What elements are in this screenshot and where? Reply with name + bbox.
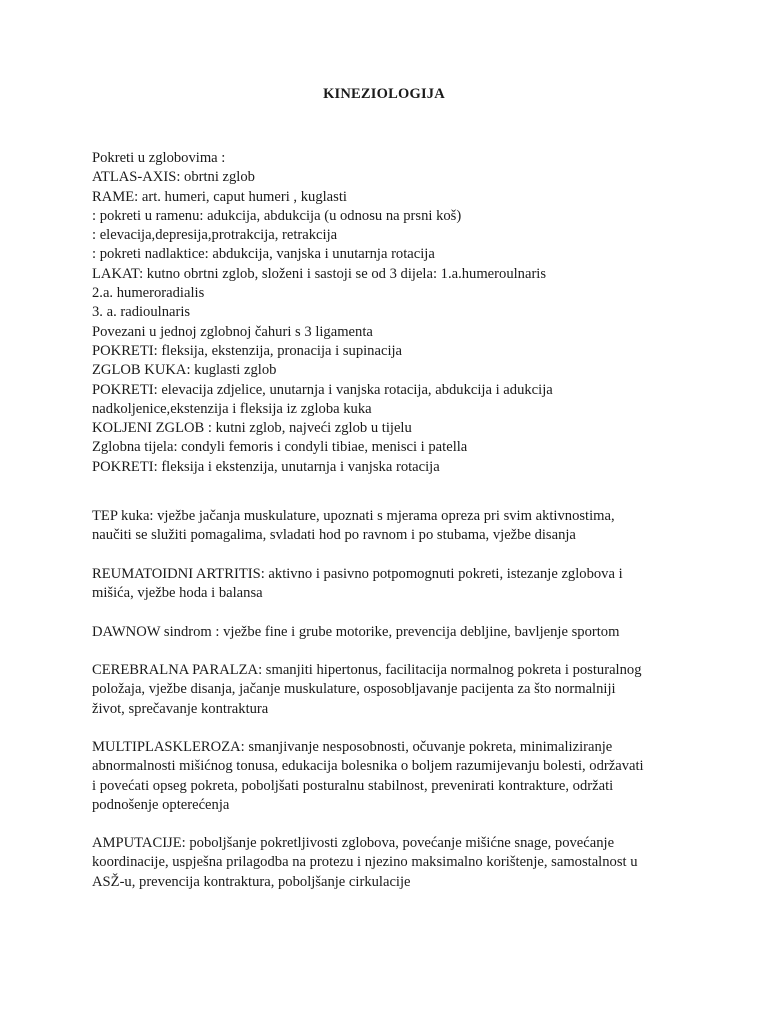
joints-line: LAKAT: kutno obrtni zglob, složeni i sastoji se od 3 dijela: 1.a.humeroulnaris — [92, 265, 547, 282]
joints-line: : pokreti nadlaktice: abdukcija, vanjska i unutarnja rotacija — [92, 246, 435, 263]
section-reumatoidni-artritis — [92, 565, 692, 604]
joints-line: KOLJENI ZGLOB : kutni zglob, najveći zglob u tijelu — [92, 420, 412, 437]
section-line: koordinacije, uspješna prilagodba na protezu i njezino maksimalno korištenje, samostalnost u — [92, 854, 638, 871]
joints-line: Povezani u jednoj zglobnoj čahuri s 3 ligamenta — [92, 323, 373, 340]
joints-line: ATLAS-AXIS: obrtni zglob — [92, 169, 255, 186]
joints-line: : pokreti u ramenu: adukcija, abdukcija (u odnosu na prsni koš) — [92, 207, 462, 224]
section-cerebralna-paraliza — [92, 661, 692, 719]
section-line: CEREBRALNA PARALZA: smanjiti hipertonus, facilitacija normalnog pokreta i posturalnog — [92, 662, 642, 678]
section-line: MULTIPLASKLEROZA: smanjivanje nesposobnosti, očuvanje pokreta, minimaliziranje — [92, 739, 613, 755]
section-line: ASŽ-u, prevencija kontraktura, poboljšanje cirkulacije — [92, 873, 411, 890]
section-line: život, sprečavanje kontraktura — [92, 700, 269, 717]
joints-line: POKRETI: fleksija, ekstenzija, pronacija i supinacija — [92, 342, 403, 359]
section-multipla-skleroza — [92, 738, 692, 815]
page-title: KINEZIOLOGIJA — [323, 86, 445, 102]
joints-line: Zglobna tijela: condyli femoris i condyli tibiae, menisci i patella — [92, 439, 468, 456]
section-dawnow-sindrom — [92, 623, 692, 642]
joints-line: : elevacija,depresija,protrakcija, retrakcija — [92, 227, 338, 244]
section-line: TEP kuka: vježbe jačanja muskulature, upoznati s mjerama opreza pri svim aktivnostima, — [92, 508, 615, 524]
section-line: REUMATOIDNI ARTRITIS: aktivno i pasivno potpomognuti pokreti, istezanje zglobova i — [92, 566, 623, 582]
joints-line: nadkoljenice,ekstenzija i fleksija iz zgloba kuka — [92, 400, 372, 417]
section-amputacije — [92, 834, 692, 892]
section-line: DAWNOW sindrom : vježbe fine i grube motorike, prevencija debljine, bavljenje sportom — [92, 624, 620, 640]
section-line: AMPUTACIJE: poboljšanje pokretljivosti zglobova, povećanje mišićne snage, povećanje — [92, 835, 615, 851]
joints-line: ZGLOB KUKA: kuglasti zglob — [92, 362, 277, 379]
joints-line: RAME: art. humeri, caput humeri , kuglasti — [92, 188, 347, 205]
section-tep-kuka — [92, 507, 692, 546]
section-line: naučiti se služiti pomagalima, svladati hod po ravnom i po stubama, vježbe disanja — [92, 527, 576, 544]
section-line: mišića, vježbe hoda i balansa — [92, 585, 263, 602]
joints-line: POKRETI: elevacija zdjelice, unutarnja i vanjska rotacija, abdukcija i adukcija — [92, 381, 553, 398]
joints-line: Pokreti u zglobovima : — [92, 150, 226, 166]
section-line: i povećati opseg pokreta, poboljšati posturalnu stabilnost, prevenirati kontrakture, održati — [92, 777, 614, 794]
section-line: podnošenje opterećenja — [92, 796, 230, 813]
joints-line: POKRETI: fleksija i ekstenzija, unutarnja i vanjska rotacija — [92, 458, 440, 475]
joints-line: 2.a. humeroradialis — [92, 285, 205, 302]
section-line: položaja, vježbe disanja, jačanje muskulature, osposobljavanje pacijenta za što normalniji — [92, 681, 616, 698]
joints-block — [92, 149, 692, 477]
section-line: abnormalnosti mišićnog tonusa, edukacija bolesnika o boljem razumijevanju bolesti, održavati — [92, 758, 644, 775]
joints-line: 3. a. radioulnaris — [92, 304, 191, 321]
